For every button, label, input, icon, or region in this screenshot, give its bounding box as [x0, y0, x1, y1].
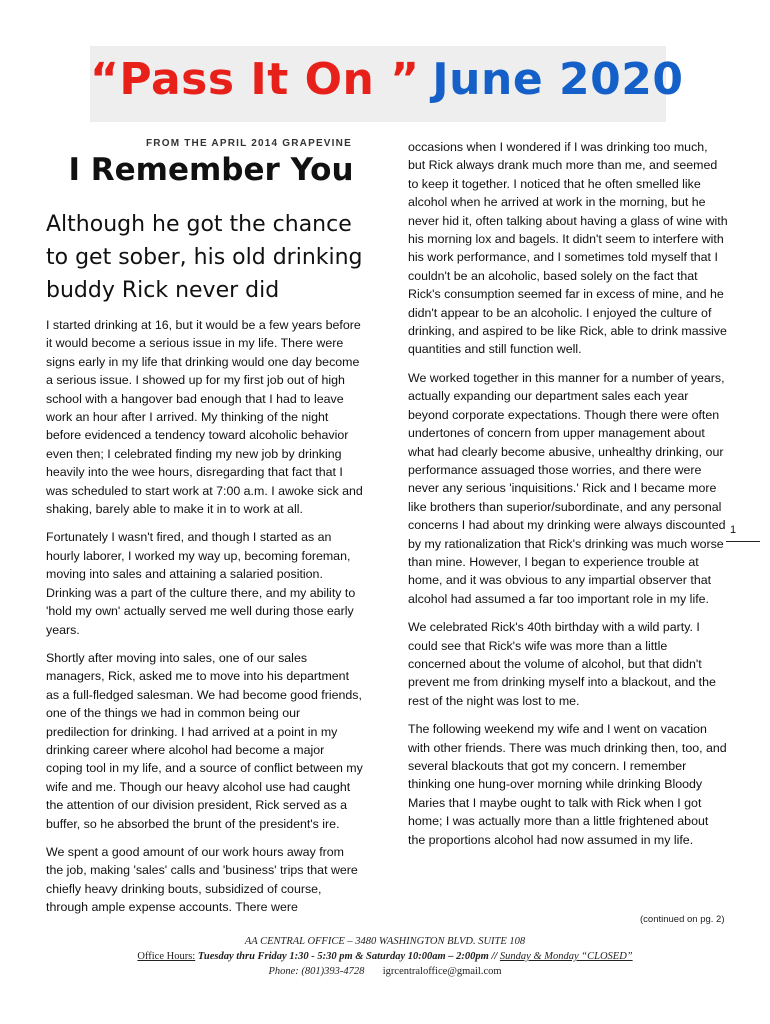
article-paragraph: occasions when I wondered if I was drinking too much, but Rick always drank much more than me, and seemed to keep it together. I noticed that he often smelled like alcohol when he arrived at work in the morning, but he never hid it, often talking about having a glass of wine with his morning lox and bagels. It didn't seem to interfere with his work performance, and I sometimes told myself that I couldn't be an alcoholic, based solely on the fact that Rick's consumption seemed far in excess of mine, and he didn't appear to be an alcoholic. I enjoyed the culture of drinking, and aspired to be like Rick, able to drink massive quantities and still function well.	[408, 140, 728, 357]
footer-hours-label: Office Hours:	[137, 951, 196, 962]
footer-hours-closed: Sunday & Monday “CLOSED”	[499, 951, 633, 962]
footer-email[interactable]: igrcentraloffice@gmail.com	[382, 966, 502, 977]
article-paragraph: The following weekend my wife and I went on vacation with other friends. There was much drinking then, too, and several blackouts that got my concern. I remember thinking one hung-over morning while drinking Bloody Maries that I maybe ought to talk with Rick when I got home; I was actually more than a little frightened about the proportions alcohol had now assumed in my life.	[408, 722, 727, 847]
article-paragraph: Shortly after moving into sales, one of our sales managers, Rick, asked me to move into his department as a full-fledged salesman. We had become good friends, one of the things we had in common being our predilection for drinking. I had arrived at a point in my drinking career where alcohol had become a major coping tool in my life, and a source of conflict between my wife and me. Though our heavy alcohol use had caught the attention of our division president, Rick served as a buffer, so he absorbed the brunt of the president's ire.	[46, 650, 363, 831]
page-number: 1	[730, 524, 737, 536]
footer-contact	[0, 966, 770, 977]
footer-hours-weekday: Tuesday thru Friday 1:30 - 5:30 pm & Saturday 10:00am – 2:00pm //	[197, 951, 498, 962]
article-column-left	[46, 316, 364, 927]
continued-note: (continued on pg. 2)	[640, 914, 725, 925]
newsletter-banner	[90, 46, 684, 122]
article-column-right	[408, 138, 728, 859]
article-paragraph: We celebrated Rick's 40th birthday with a wild party. I could see that Rick's wife was more than a little concerned about the volume of alcohol, but that didn't prevent me from drinking myself into a blackout, and the rest of the night was lost to me.	[408, 620, 716, 708]
footer-phone: Phone: (801)393-4728	[268, 966, 365, 977]
article-paragraph: Fortunately I wasn't fired, and though I started as an hourly laborer, I worked my way up, becoming foreman, moving into sales and attaining a salaried position. Drinking was a part of the culture there, and my ability to 'hold my own' actually served me well during those early years.	[46, 530, 356, 637]
article-headline: I Remember You	[68, 152, 354, 188]
article-paragraph: We spent a good amount of our work hours away from the job, making 'sales' calls and 'business' trips that were chiefly heavy drinking bouts, subsidized of course, through ample expense accounts. There were	[46, 844, 358, 915]
article-deck: Although he got the chance to get sober, his old drinking buddy Rick never did	[46, 212, 363, 303]
footer-address: AA CENTRAL OFFICE – 3480 WASHINGTON BLVD. SUITE 108	[244, 936, 526, 947]
article-source: FROM THE APRIL 2014 GRAPEVINE	[146, 138, 352, 149]
banner-title	[90, 54, 684, 105]
page-number-rule	[726, 541, 760, 542]
footer-hours	[0, 951, 770, 962]
newsletter-name: “Pass It On ”	[90, 54, 420, 105]
article-paragraph: I started drinking at 16, but it would be a few years before it would become a serious issue in my life. There were signs early in my life that drinking would one day become a serious issue. I showed up for my first job out of high school with a hangover bad enough that I had to leave work an hour after I arrived. My thinking of the night before evidenced a tendency toward alcoholic behavior even then; I celebrated finding my new job by drinking heavily into the wee hours, disregarding that fact that I was scheduled to start work at 7:00 a.m. I awoke sick and shaking, barely able to make it in to work at all.	[46, 318, 363, 517]
issue-date: June 2020	[432, 54, 684, 105]
article-paragraph: We worked together in this manner for a number of years, actually expanding our department sales each year beyond corporate expectations. Though there were often undertones of concern from upper management about what had clearly become abusive, unhealthy drinking, our performance assuaged those worries, and there were never any serious 'inquisitions.' Rick and I became more like brothers than superior/subordinate, and any personal concerns I had about my drinking were always discounted by my rationalization that Rick's drinking was much worse than mine. However, I began to experience trouble at home, and it was obvious to any impartial observer that alcohol had assumed a far too important role in my life.	[408, 370, 726, 606]
